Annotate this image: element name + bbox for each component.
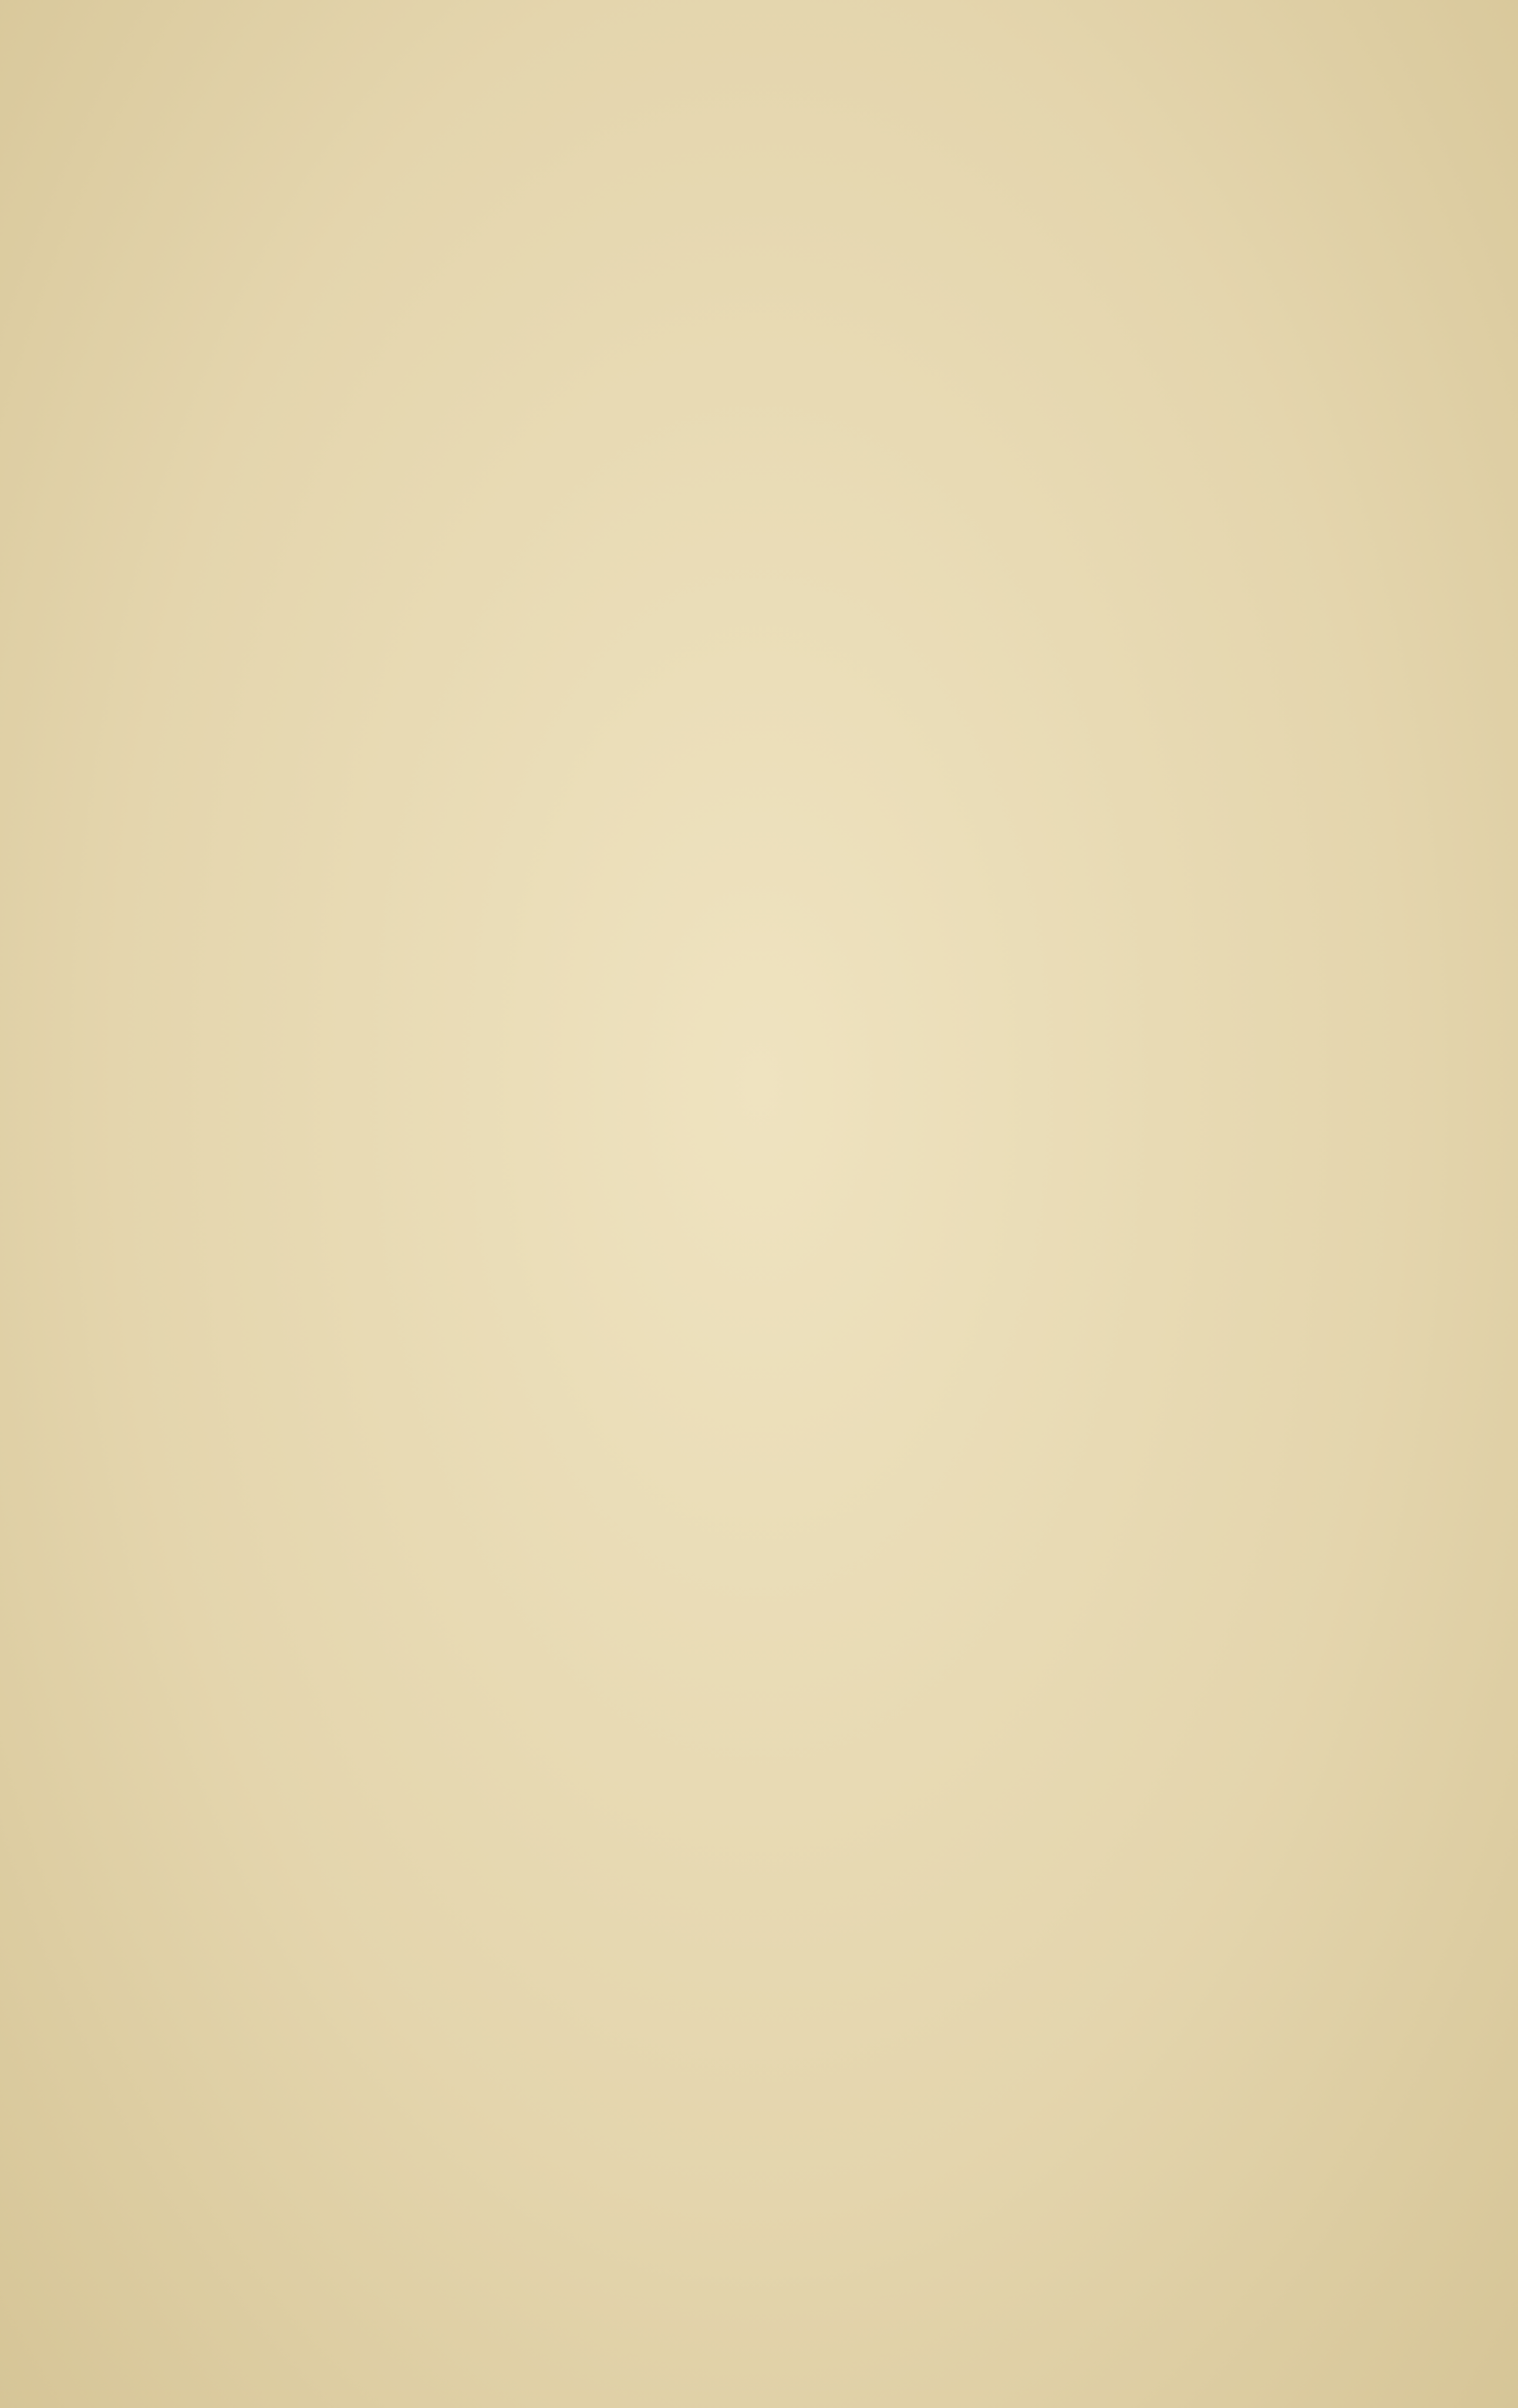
hymn-heading [0,1759,1518,1816]
staff-notation [135,1210,1403,1715]
running-head [0,59,1518,112]
music-system-4 [135,1873,1403,2255]
staff-notation [135,153,1403,658]
staff-notation [135,687,1403,1192]
music-system-1 [135,153,1403,658]
music-system-3 [135,1210,1403,1715]
music-system-2 [135,687,1403,1192]
staff-notation [135,1873,1403,2255]
